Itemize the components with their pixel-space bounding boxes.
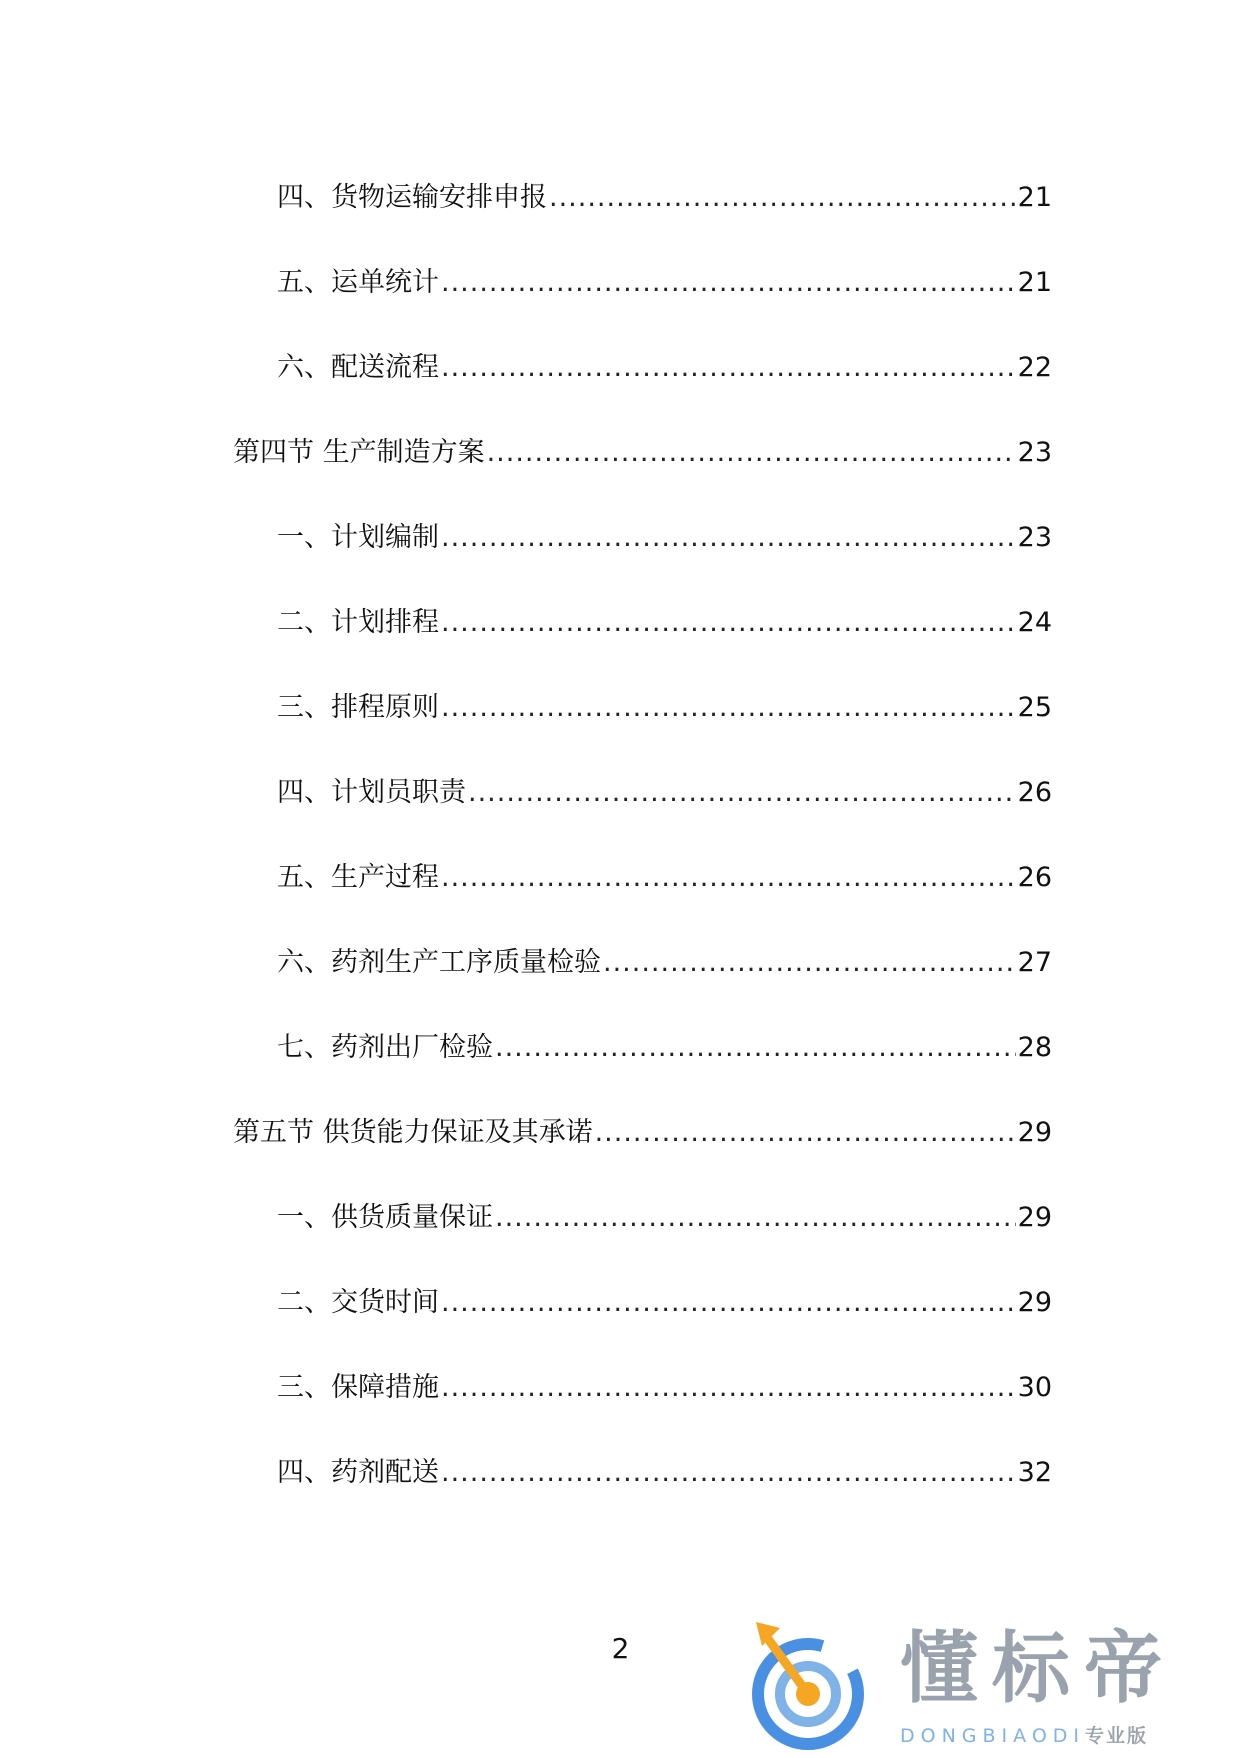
toc-section-entry[interactable] <box>233 433 1052 473</box>
toc-leader-dots <box>441 1283 1016 1323</box>
toc-entry-page: 23 <box>1017 522 1052 553</box>
toc-entry-label: 四、货物运输安排申报 <box>277 182 547 213</box>
toc-entry[interactable] <box>277 603 1052 643</box>
toc-entry[interactable] <box>277 773 1052 813</box>
toc-entry-label: 第四节 生产制造方案 <box>233 437 485 468</box>
toc-entry-label: 七、药剂出厂检验 <box>277 1032 493 1063</box>
toc-leader-dots <box>441 1368 1016 1408</box>
toc-leader-dots <box>441 858 1016 898</box>
toc-entry-page: 28 <box>1017 1032 1052 1063</box>
toc-entry-label: 一、计划编制 <box>277 522 439 553</box>
toc-leader-dots <box>468 773 1016 813</box>
toc-entry-label: 三、排程原则 <box>277 692 439 723</box>
toc-entry-label: 六、药剂生产工序质量检验 <box>277 947 601 978</box>
toc-entry-page: 25 <box>1017 692 1052 723</box>
toc-leader-dots <box>441 348 1016 388</box>
toc-entry-label: 第五节 供货能力保证及其承诺 <box>233 1117 593 1148</box>
toc-leader-dots <box>487 433 1016 473</box>
toc-entry[interactable] <box>277 1028 1052 1068</box>
target-arrow-icon <box>748 1614 888 1754</box>
toc-entry-page: 24 <box>1017 607 1052 638</box>
watermark-sub-cn: 专业版 <box>1085 1725 1149 1747</box>
toc-entry[interactable] <box>277 263 1052 303</box>
toc-leader-dots <box>441 1453 1016 1493</box>
toc-leader-dots <box>441 263 1016 303</box>
toc-leader-dots <box>603 943 1016 983</box>
toc-entry-label: 一、供货质量保证 <box>277 1202 493 1233</box>
toc-entry[interactable] <box>277 348 1052 388</box>
toc-entry[interactable] <box>277 943 1052 983</box>
toc-entry-page: 26 <box>1017 777 1052 808</box>
toc-entry-label: 三、保障措施 <box>277 1372 439 1403</box>
toc-entry-page: 27 <box>1017 947 1052 978</box>
toc-entry-page: 29 <box>1017 1117 1052 1148</box>
toc-leader-dots <box>441 603 1016 643</box>
toc-entry-label: 二、计划排程 <box>277 607 439 638</box>
toc-section-entry[interactable] <box>233 1113 1052 1153</box>
toc-entry-label: 五、生产过程 <box>277 862 439 893</box>
toc-entry[interactable] <box>277 1198 1052 1238</box>
toc-entry[interactable] <box>277 688 1052 728</box>
toc-entry[interactable] <box>277 178 1052 218</box>
toc-entry-label: 五、运单统计 <box>277 267 439 298</box>
toc-entry-label: 二、交货时间 <box>277 1287 439 1318</box>
toc-entry[interactable] <box>277 518 1052 558</box>
toc-entry-page: 21 <box>1017 182 1052 213</box>
toc-entry[interactable] <box>277 1283 1052 1323</box>
watermark-logo <box>748 1614 1228 1754</box>
toc-leader-dots <box>495 1028 1016 1068</box>
toc-entry-page: 21 <box>1017 267 1052 298</box>
toc-leader-dots <box>595 1113 1016 1153</box>
toc-entry-page: 32 <box>1017 1457 1052 1488</box>
toc-entry-label: 四、药剂配送 <box>277 1457 439 1488</box>
watermark-sub-latin: DONGBIAODI <box>900 1725 1086 1747</box>
toc-entry-page: 26 <box>1017 862 1052 893</box>
toc-entry[interactable] <box>277 858 1052 898</box>
toc-entry-page: 29 <box>1017 1202 1052 1233</box>
toc-entry[interactable] <box>277 1368 1052 1408</box>
toc-leader-dots <box>549 178 1016 218</box>
toc-entry-page: 23 <box>1017 437 1052 468</box>
page-number: 2 <box>611 1632 630 1665</box>
toc-entry-page: 22 <box>1017 352 1052 383</box>
toc-entry-label: 六、配送流程 <box>277 352 439 383</box>
toc-entry-page: 30 <box>1017 1372 1052 1403</box>
toc-entry-label: 四、计划员职责 <box>277 777 466 808</box>
toc-entry-page: 29 <box>1017 1287 1052 1318</box>
watermark-brand: 懂标帝 <box>900 1624 1177 1714</box>
watermark-subtitle <box>900 1724 1148 1748</box>
toc-leader-dots <box>495 1198 1016 1238</box>
toc-leader-dots <box>441 518 1016 558</box>
toc-entry[interactable] <box>277 1453 1052 1493</box>
toc-leader-dots <box>441 688 1016 728</box>
